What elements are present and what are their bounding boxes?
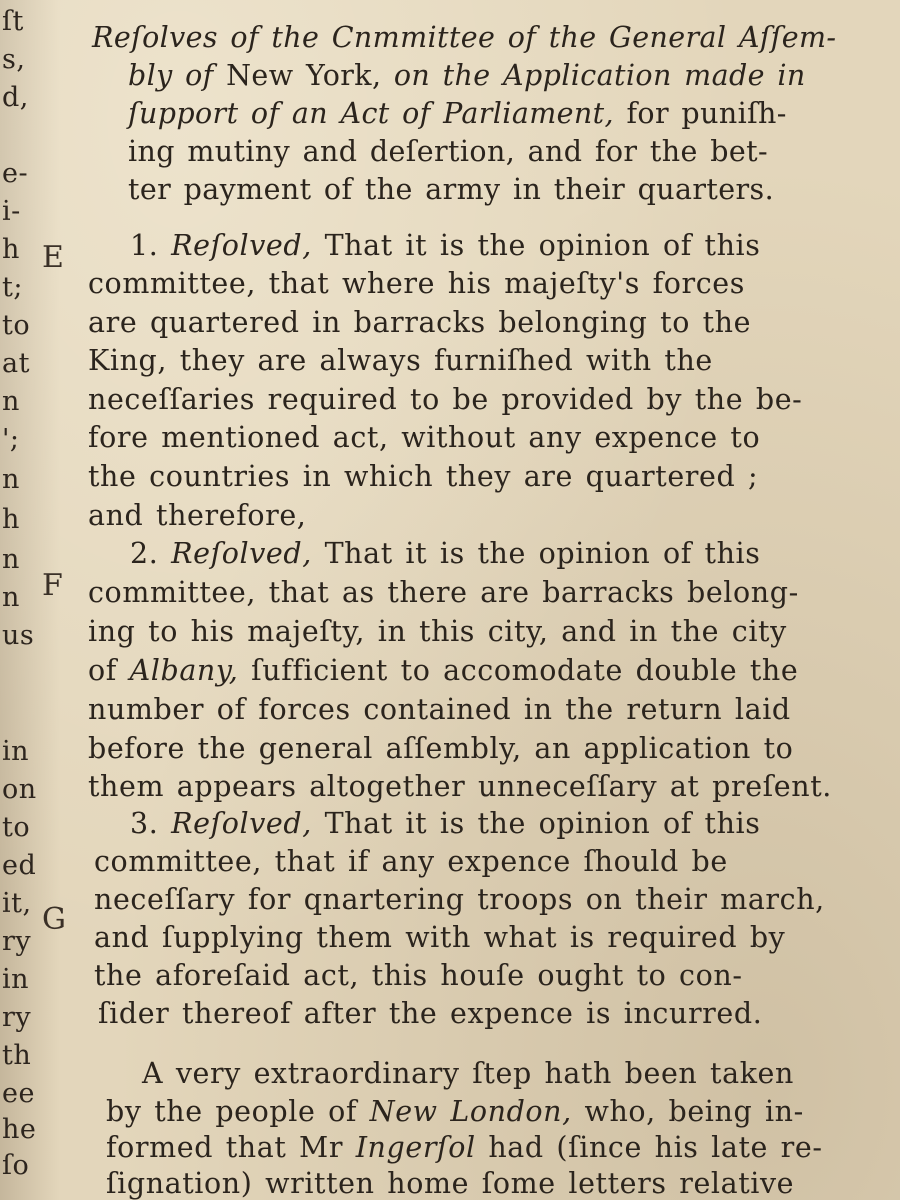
resolved-label: Reſolved,: [171, 807, 312, 840]
left-fragment: ry: [2, 926, 32, 957]
resolve-text: That it is the opinion of this: [311, 537, 761, 570]
main-column: [88, 0, 837, 1200]
resolve-1-line-5: neceſſaries required to be provided by the be-: [88, 383, 803, 416]
resolve-1-line-2: committee, that where his majeſty's forces: [88, 267, 745, 300]
resolve-3-line-6: ſider thereof after the expence is incurred.: [98, 997, 763, 1030]
news-line-3: [106, 1131, 823, 1164]
resolve-3-line-5: the aforeſaid act, this houſe ought to con-: [94, 959, 743, 992]
place-name-new-london: New London,: [369, 1095, 572, 1128]
left-fragment: h: [2, 234, 20, 265]
heading-text: on the Application made in: [381, 59, 806, 92]
left-fragment: in: [2, 964, 30, 995]
resolve-text: That it is the opinion of this: [311, 807, 761, 840]
news-text: by the people of: [106, 1095, 370, 1128]
resolve-1-line-1: [130, 229, 761, 262]
left-column-fragments: [0, 0, 40, 1200]
news-text: formed that Mr: [106, 1131, 356, 1164]
resolve-3-line-2: committee, that if any expence ſhould be: [94, 845, 728, 878]
resolve-2-line-7: them appears altogether unneceſſary at preſent.: [88, 770, 832, 803]
resolve-3-line-3: neceſſary for qnartering troops on their march,: [94, 883, 825, 916]
resolve-2-line-5: number of forces contained in the return laid: [88, 693, 791, 726]
resolve-1-line-6: fore mentioned act, without any expence to: [88, 421, 761, 454]
margin-letter-f: F: [42, 568, 63, 603]
left-fragment: us: [2, 620, 35, 651]
left-fragment: d,: [2, 82, 29, 113]
left-fragment: to: [2, 310, 31, 341]
margin-letter-g: G: [42, 902, 66, 937]
heading-text: ſupport of an Act of Parliament,: [128, 97, 614, 130]
left-fragment: e-: [2, 158, 29, 189]
left-fragment: ry: [2, 1002, 32, 1033]
heading-line-3: [128, 97, 787, 130]
left-fragment: to: [2, 812, 31, 843]
left-fragment: at: [2, 348, 30, 379]
resolved-label: Reſolved,: [171, 537, 312, 570]
left-fragment: ';: [2, 424, 20, 455]
resolve-2-line-3: ing to his majeſty, in this city, and in the city: [88, 615, 787, 648]
left-fragment: ſo: [2, 1150, 30, 1181]
left-fragment: th: [2, 1040, 32, 1071]
heading-line-4: ing mutiny and deſertion, and for the bet-: [128, 135, 769, 168]
resolve-2-line-1: [130, 537, 761, 570]
resolve-2-line-2: committee, that as there are barracks belong-: [88, 576, 799, 609]
heading-line-1: Reſolves of the Cnmmittee of the General Aſſem-: [92, 21, 837, 54]
resolve-1-line-7: the countries in which they are quartered ;: [88, 460, 759, 493]
heading-text: for puniſh-: [613, 97, 787, 130]
left-fragment: i-: [2, 196, 21, 227]
resolve-2-line-4: [88, 654, 799, 687]
resolve-text: of: [88, 654, 130, 687]
resolve-3-line-4: and ſupplying them with what is required by: [94, 921, 786, 954]
left-fragment: n: [2, 386, 20, 417]
resolve-1-line-3: are quartered in barracks belonging to the: [88, 306, 752, 339]
left-fragment: in: [2, 736, 30, 767]
heading-text: bly of: [128, 59, 227, 92]
heading-line-5: ter payment of the army in their quarters.: [128, 173, 775, 206]
left-fragment: ſt: [2, 6, 24, 37]
resolve-text: ſufficient to accomodate double the: [238, 654, 799, 687]
resolve-number: 2.: [130, 537, 159, 570]
resolve-number: 1.: [130, 229, 159, 262]
resolved-label: Reſolved,: [171, 229, 312, 262]
resolve-text: That it is the opinion of this: [311, 229, 761, 262]
place-name-new-york: New York,: [226, 59, 382, 92]
news-text: had (ſince his late re-: [475, 1131, 823, 1164]
left-fragment: t;: [2, 272, 23, 303]
left-fragment: h: [2, 504, 20, 535]
news-line-1: A very extraordinary ſtep hath been taken: [142, 1057, 794, 1090]
resolve-1-line-8: and therefore,: [88, 499, 307, 532]
news-line-4: ſignation) written home ſome letters relative: [106, 1167, 795, 1200]
person-name-ingersol: Ingerſol: [355, 1131, 476, 1164]
heading-line-2: [128, 59, 806, 92]
resolve-3-line-1: [130, 807, 761, 840]
left-fragment: n: [2, 582, 20, 613]
place-name-albany: Albany,: [129, 654, 239, 687]
left-fragment: on: [2, 774, 37, 805]
news-line-2: [106, 1095, 804, 1128]
left-fragment: s,: [2, 44, 26, 75]
left-fragment: he: [2, 1114, 37, 1145]
left-fragment: ed: [2, 850, 37, 881]
resolve-number: 3.: [130, 807, 159, 840]
left-fragment: n: [2, 464, 20, 495]
left-fragment: ee: [2, 1078, 35, 1109]
left-fragment: n: [2, 544, 20, 575]
resolve-2-line-6: before the general aſſembly, an application to: [88, 732, 794, 765]
news-text: who, being in-: [571, 1095, 804, 1128]
left-fragment: it,: [2, 888, 32, 919]
resolve-1-line-4: King, they are always furniſhed with the: [88, 344, 713, 377]
margin-letter-e: E: [42, 240, 64, 275]
